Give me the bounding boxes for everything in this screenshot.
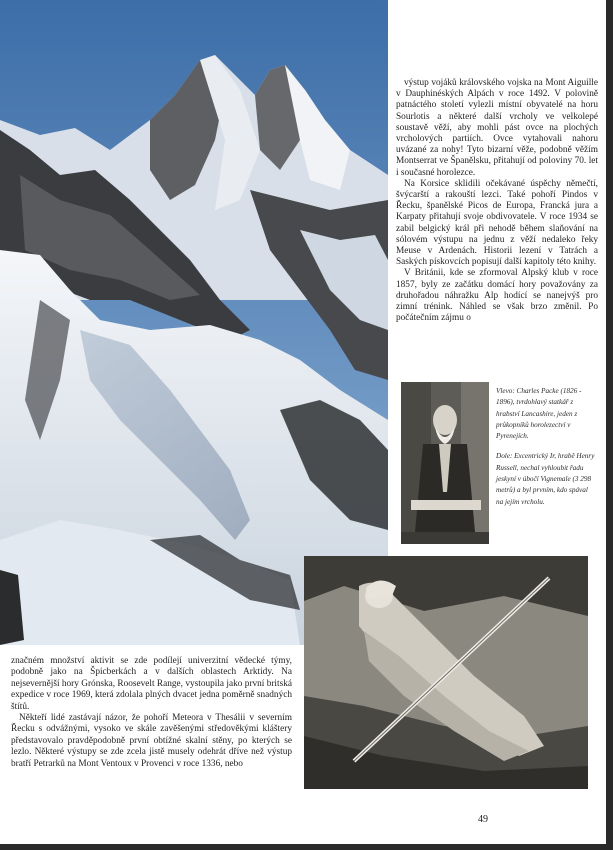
page-edge-bottom <box>0 844 613 850</box>
reclining-man-illustration <box>304 556 588 789</box>
portrait-photo <box>401 382 489 544</box>
page-number: 49 <box>478 814 488 825</box>
bottom-paragraph: značném množství aktivit se zde podílejí univerzitní vědecké týmy, podobně jako na Špicberkách a v dalších oblastech Arktidy. Na nejsevernější hory Grónska, Roosevelt Range, vystoupila jako první britská expedice v roce 1969, která zdolala plných dvacet jedna poměrně snadných štítů. <box>11 656 292 712</box>
right-paragraph: výstup vojáků královského vojska na Mont Aiguille v Dauphinéských Alpách v roce 1492. V polovině patnáctého století vylezli místní obyvatelé na horu Sourlotis a některé další vrcholy ve velkolepé soustavě věží, aby mohli pást ovce na plochých vrcholových partiích. Ovce vytahovali nahoru uvázané za nohy! Tyto bizarní věže, podobně věžím Montserrat ve Španělsku, přitahují od poloviny 70. let i současné horolezce. <box>396 78 598 178</box>
bottom-column-text <box>11 656 292 770</box>
mountain-photo <box>0 0 388 645</box>
reclining-man-photo <box>304 556 588 789</box>
right-column-text <box>396 78 598 324</box>
caption-top: Vlevo: Charles Packe (1826 - 1896), tvrdohlavý statkář z hrabství Lancashire, jeden z průkopníků horolezectví v Pyrenejích. <box>496 387 582 441</box>
photo-captions <box>496 386 596 517</box>
page-edge-right <box>606 0 613 850</box>
caption-bottom: Dole: Excentrický Ir, hrabě Henry Russell, nechal vyhloubit řadu jeskyní v úbočí Vignemale (3 298 metrů) a byl prvním, kdo spával na jejím vrcholu. <box>496 452 595 506</box>
mountain-illustration <box>0 0 388 645</box>
bottom-paragraph: Někteří lidé zastávají názor, že pohoří Meteora v Thesálii v severním Řecku s odvážnými, vysoko ve skále zavěšenými středověkými kláštery představovalo pravděpodobně první obtížné skalní stěny, po kterých se lezlo. Některé výstupy se zde zcela jistě musely odehrát dříve než výstup bratří Petrarků na Mont Ventoux v Provenci v roce 1336, nebo <box>11 713 292 769</box>
right-paragraph: Na Korsice sklidili očekávané úspěchy němečtí, švýcarští a rakouští lezci. Také pohoří Pindos v Řecku, španělské Picos de Europa, Francká jura a Karpaty přitahují svoje obdivovatele. V roce 1934 se zabil belgický král při nehodě během slaňování na sólovém výstupu na jednu z věží nedaleko řeky Meuse v Ardenách. Historii lezení v Tatrách a Saských pískovcích popisují další kapitoly této knihy. <box>396 178 598 268</box>
right-paragraph: V Británii, kde se zformoval Alpský klub v roce 1857, byly ze začátku domácí hory považovány za druhořadou náhražku Alp hodící se nanejvýš pro zimní trénink. Náhled se však brzo změnil. Po počátečním zájmu o <box>396 268 598 324</box>
portrait-illustration <box>401 382 489 544</box>
